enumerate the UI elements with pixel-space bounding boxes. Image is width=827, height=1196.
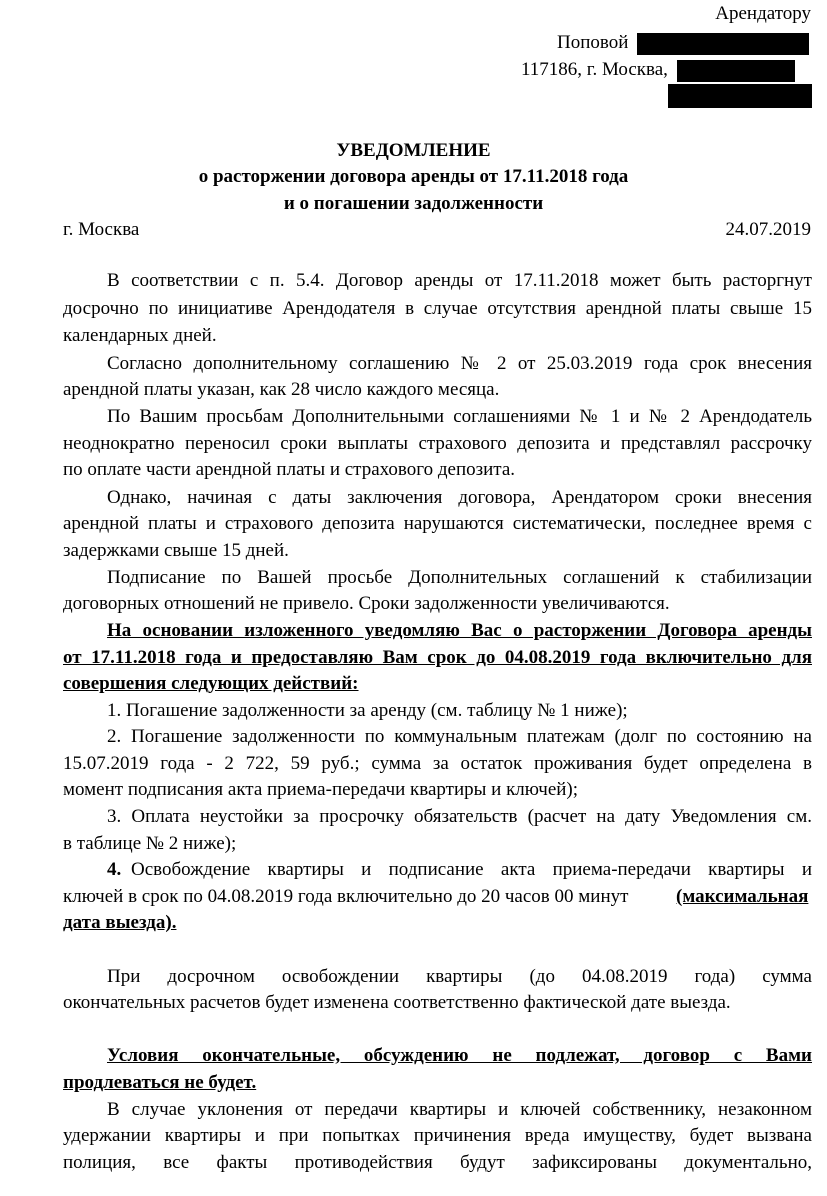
place: г. Москва <box>63 219 140 240</box>
document-subtitle-2: и о погашении задолженности <box>283 193 544 214</box>
redaction-block <box>677 60 795 82</box>
redaction-block <box>668 84 812 108</box>
date: 24.07.2019 <box>725 219 811 240</box>
addressee-name: Поповой <box>557 32 809 55</box>
document-subtitle-1: о расторжении договора аренды от 17.11.2018 года <box>198 166 629 187</box>
addressee-label: Арендатору <box>715 3 811 24</box>
addressee-address: 117186, г. Москва, <box>521 59 795 82</box>
addressee-address-cont <box>668 84 812 108</box>
redaction-block <box>637 33 809 55</box>
document-page: Арендатору Поповой 117186, г. Москва, УВЕДОМЛЕНИЕ о расторжении договора аренды от 17.11.2018 года и о погашении задолженности г. Москва 24.07.2019 В соответствии с п. 5.4. Договор аренды от 17.11.2018 может быть расторгнут досрочно по инициативе Арендодателя в случае отсутствия арендной платы свыше 15 календарных дней. Согласно дополнительному соглашению № 2 от 25.03.2019 года срок внесения арендной платы указан, как 28 число каждого месяца. По Вашим просьбам Дополнительными соглашениями № 1 и № 2 Арендодатель неоднократно переносил сроки выплаты страхового депозита и представлял рассрочку по оплате части арендной платы и страхового депозита. Однако, начиная с даты заключения договора, Арендатором сроки внесения арендной платы и страхового депозита нарушаются систематически, последнее время с задержками свыше 15 дней. Подписание по Вашей просьбе Дополнительных соглашений к стабилизации договорных отношений не привело. Сроки задолженности увеличиваются. На основании изложенного уведомляю Вас о расторжении Договора аренды от 17.11.2018 года и предоставляю Вам срок до 04.08.2019 года включительно для совершения следующих действий: 1. Погашение задолженности за аренду (см. таблицу № 1 ниже); 2. Погашение задолженности по коммунальным платежам (долг по состоянию на 15.07.2019 года - 2 722, 59 руб.; сумма за остаток проживания будет определена в момент подписания акта приема-передачи квартиры и ключей); 3. Оплата неустойки за просрочку обязательств (расчет на дату Уведомления см. в таблице № 2 ниже); 4. Освобождение квартиры и подписание акта приема-передачи квартиры и ключей в срок по 04.08.2019 года включительно до 20 часов 00 минут (максимальная дата выезда). При досрочном освобождении квартиры (до 04.08.2019 года) сумма окончательных расчетов будет изменена соответственно фактической дате выезда. Условия окончательные, обсуждению не подлежат, договор с Вами продлеваться не будет. В случае уклонения от передачи квартиры и ключей собственнику, незаконном удержании квартиры и при попытках причинения вреда имуществу, будет вызвана полиция, все факты противодействия будут зафиксированы документально, <box>0 0 827 1196</box>
document-title: УВЕДОМЛЕНИЕ <box>336 140 491 161</box>
list-item-1: 1. Погашение задолженности за аренду (см. таблицу № 1 ниже); <box>107 700 628 721</box>
